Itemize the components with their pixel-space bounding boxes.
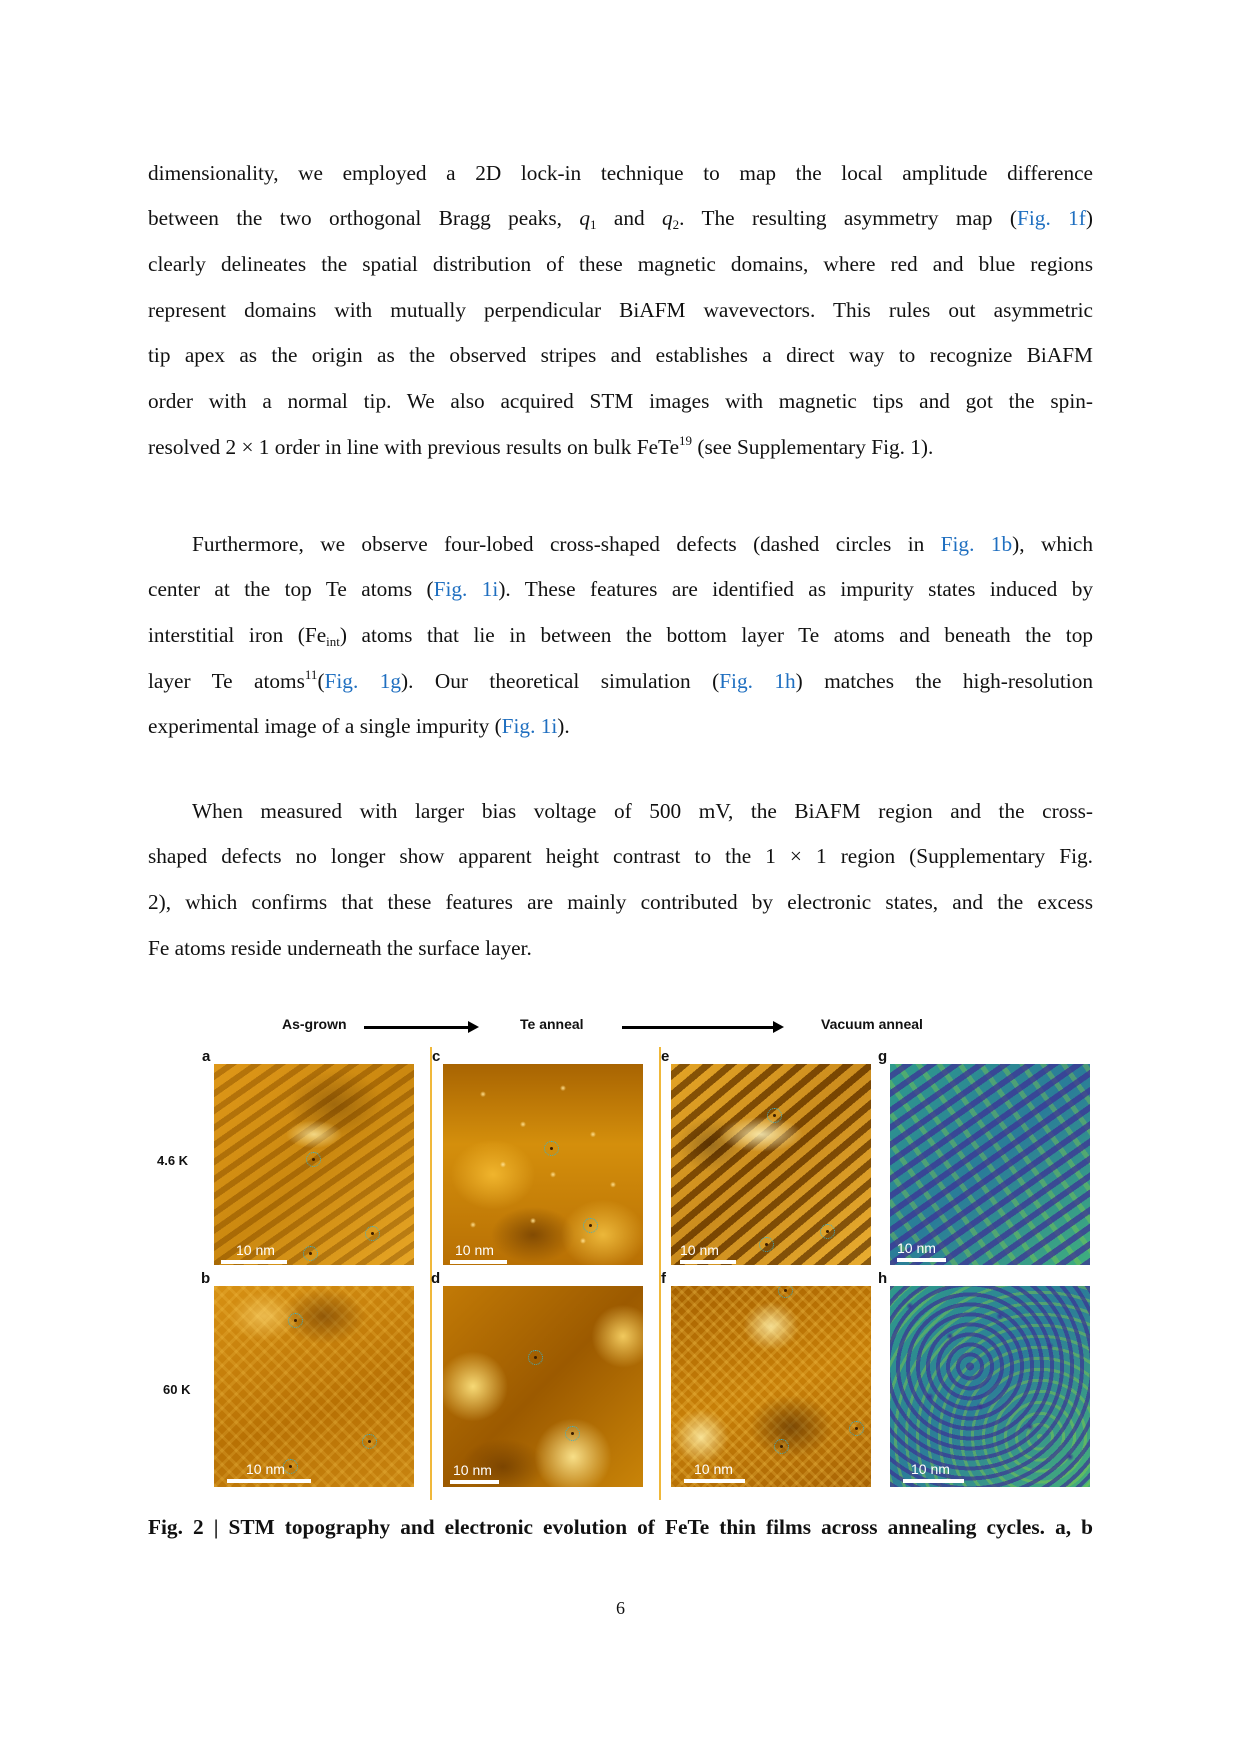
text-line (148, 666, 1093, 696)
defect-circle (759, 1237, 774, 1252)
text-fragment: and (596, 206, 662, 230)
text-line (148, 432, 1093, 462)
defect-circle (565, 1426, 580, 1441)
text-fragment: (see Supplementary Fig. 1). (692, 435, 934, 459)
panel-letter-h: h (878, 1270, 888, 1287)
stm-image-d (443, 1286, 643, 1487)
math-q2: q (662, 206, 673, 230)
subscript: 1 (589, 217, 597, 232)
scale-bar-label: 10 nm (236, 1242, 275, 1258)
stm-image-b (214, 1286, 414, 1487)
text-line: clearly delineates the spatial distribution of these magnetic domains, where red and blue regions (148, 252, 1093, 276)
text-line (148, 620, 1093, 650)
scale-bar (227, 1479, 311, 1483)
text-fragment: center at the top Te atoms ( (148, 577, 434, 601)
text-fragment: ), which (1012, 532, 1093, 556)
scale-bar-label: 10 nm (455, 1242, 494, 1258)
panel-letter-d: d (431, 1270, 441, 1287)
panel-letter-c: c (432, 1048, 441, 1065)
defect-circle (365, 1226, 380, 1241)
panel-letter-b: b (201, 1270, 211, 1287)
defect-circle (362, 1434, 377, 1449)
text-line: dimensionality, we employed a 2D lock-in technique to map the local amplitude difference (148, 161, 1093, 185)
scale-bar (221, 1260, 287, 1264)
math-q1: q (579, 206, 590, 230)
scale-bar (684, 1479, 745, 1483)
panel-letter-f: f (661, 1270, 666, 1287)
text-line: order with a normal tip. We also acquired STM images with magnetic tips and got the spin- (148, 389, 1093, 413)
stm-image-f (671, 1286, 871, 1487)
text-line (148, 529, 1093, 559)
figure-link-1h[interactable]: Fig. 1h (719, 669, 796, 693)
text-line (148, 574, 1093, 604)
arrow-right-icon (622, 1026, 774, 1029)
stm-image-a (214, 1064, 414, 1265)
figure-link-1i[interactable]: Fig. 1i (501, 714, 558, 738)
scale-bar (450, 1260, 507, 1264)
figure-caption: Fig. 2 | STM topography and electronic evolution of FeTe thin films across annealing cycles. a, b (148, 1515, 1093, 1539)
text-fragment: between the two orthogonal Bragg peaks, (148, 206, 580, 230)
text-fragment: layer Te atoms (148, 669, 305, 693)
scale-bar-label: 10 nm (680, 1242, 719, 1258)
text-fragment: experimental image of a single impurity ( (148, 714, 502, 738)
stm-image-e (671, 1064, 871, 1265)
defect-circle (306, 1152, 321, 1167)
text-line: Fe atoms reside underneath the surface layer. (148, 936, 532, 960)
figure-link-1b[interactable]: Fig. 1b (940, 532, 1013, 556)
scale-bar-label: 10 nm (453, 1462, 492, 1478)
defect-circle (767, 1108, 782, 1123)
scale-bar (903, 1479, 964, 1483)
text-line: tip apex as the origin as the observed stripes and establishes a direct way to recognize BiAFM (148, 343, 1093, 367)
panel-letter-e: e (661, 1048, 670, 1065)
asymmetry-map-h (890, 1286, 1090, 1487)
scale-bar-label: 10 nm (911, 1461, 950, 1477)
defect-circle (583, 1218, 598, 1233)
defect-circle (820, 1224, 835, 1239)
stage-vacuum-anneal: Vacuum anneal (821, 1016, 923, 1032)
scale-bar-label: 10 nm (694, 1461, 733, 1477)
text-fragment: ). These features are identified as impurity states induced by (498, 577, 1093, 601)
citation-11: 11 (304, 667, 318, 682)
text-fragment: ). (557, 714, 570, 738)
subscript: 2 (672, 217, 680, 232)
stm-image-c (443, 1064, 643, 1265)
defect-circle (528, 1350, 543, 1365)
arrow-right-icon (364, 1026, 469, 1029)
defect-circle (544, 1141, 559, 1156)
scale-bar (897, 1258, 946, 1262)
citation-19: 19 (679, 433, 693, 448)
scale-bar-label: 10 nm (897, 1240, 936, 1256)
panel-letter-g: g (878, 1048, 888, 1065)
defect-circle (283, 1459, 298, 1474)
scale-bar-label: 10 nm (246, 1461, 285, 1477)
defect-circle (774, 1439, 789, 1454)
text-line: 2), which confirms that these features are mainly contributed by electronic states, and the excess (148, 890, 1093, 914)
row-label-4-6k: 4.6 K (157, 1153, 189, 1168)
text-fragment: ). Our theoretical simulation ( (401, 669, 720, 693)
text-fragment: ) atoms that lie in between the bottom layer Te atoms and beneath the top (339, 623, 1094, 647)
text-line: When measured with larger bias voltage of 500 mV, the BiAFM region and the cross- (192, 799, 1093, 823)
text-line: shaped defects no longer show apparent height contrast to the 1 × 1 region (Supplementary Fig. (148, 844, 1093, 868)
figure-link-1g[interactable]: Fig. 1g (324, 669, 402, 693)
scale-bar (680, 1260, 736, 1264)
stage-te-anneal: Te anneal (520, 1016, 584, 1032)
scale-bar (450, 1480, 499, 1484)
text-line (148, 711, 1093, 741)
row-label-60k: 60 K (163, 1382, 191, 1397)
text-fragment: ) (1085, 206, 1093, 230)
asymmetry-map-g (890, 1064, 1090, 1265)
text-fragment: Furthermore, we observe four-lobed cross-shaped defects (dashed circles in (192, 532, 941, 556)
text-fragment: . The resulting asymmetry map ( (679, 206, 1018, 230)
defect-circle (303, 1246, 318, 1261)
defect-circle (288, 1313, 303, 1328)
stage-as-grown: As-grown (282, 1016, 347, 1032)
text-line: represent domains with mutually perpendicular BiAFM wavevectors. This rules out asymmetric (148, 298, 1093, 322)
figure-link-1i[interactable]: Fig. 1i (433, 577, 499, 601)
text-fragment: resolved 2 × 1 order in line with previous results on bulk FeTe (148, 435, 680, 459)
text-fragment: interstitial iron (Fe (148, 623, 327, 647)
defect-circle (778, 1286, 793, 1298)
page-number: 6 (616, 1598, 625, 1618)
defect-circle (849, 1421, 864, 1436)
panel-letter-a: a (202, 1048, 211, 1065)
figure-link-1f[interactable]: Fig. 1f (1017, 206, 1086, 230)
text-fragment: ( (317, 669, 325, 693)
text-line (148, 203, 1093, 233)
subscript-int: int (326, 634, 340, 649)
text-fragment: ) matches the high-resolution (795, 669, 1094, 693)
